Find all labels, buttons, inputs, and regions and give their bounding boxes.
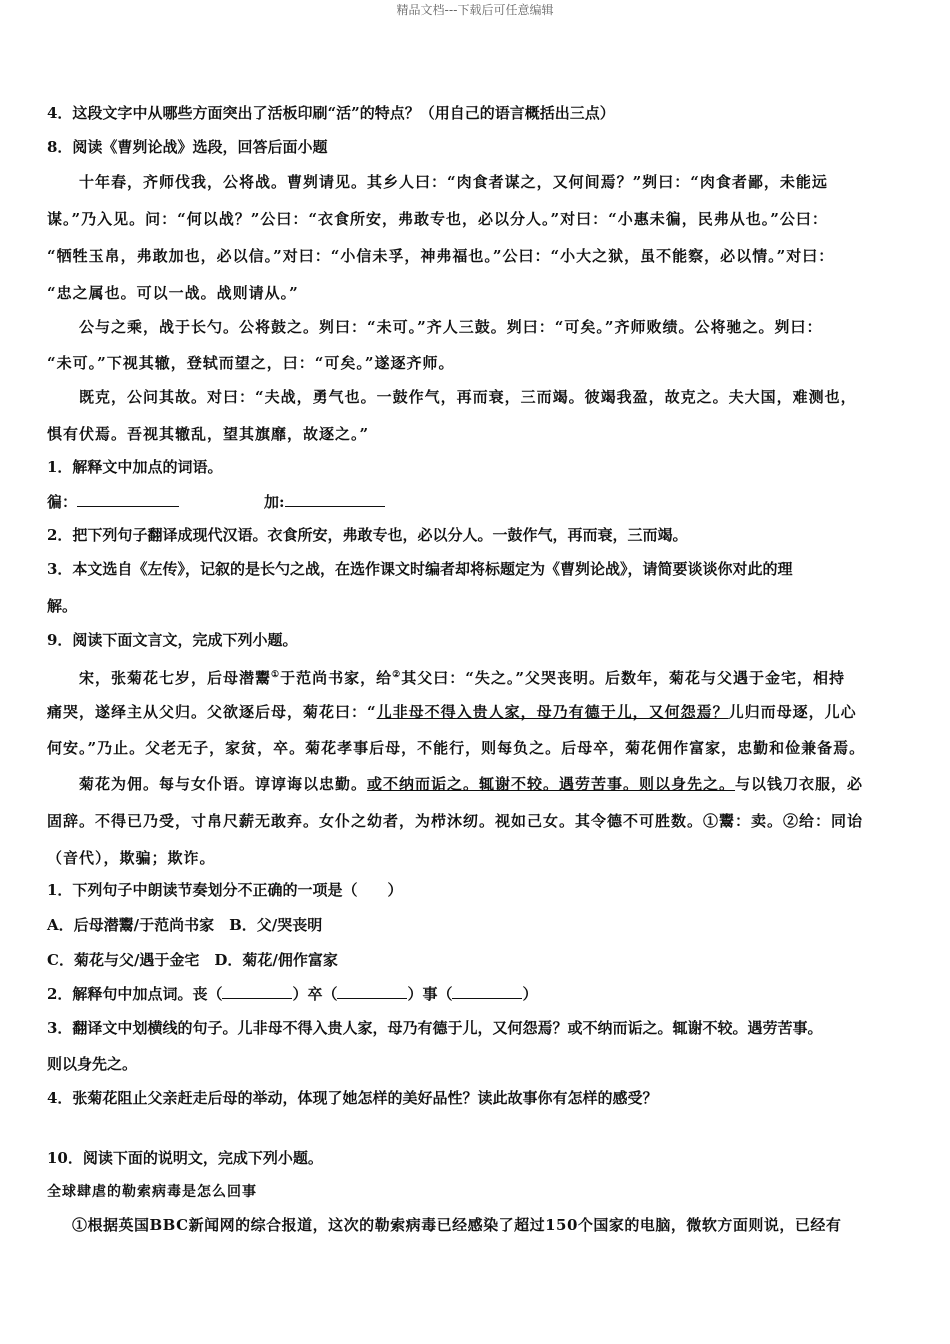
passage-text: 其父曰：“失之。”父哭丧明。后数年，菊花与父遇于金宅，相持 — [401, 669, 845, 687]
passage-line — [79, 774, 863, 794]
passage-line: 谋。”乃入见。问：“何以战？”公曰：“衣食所安，弗敢专也，必以分人。”对曰：“小惠未徧，民弗从也。”公曰： — [47, 210, 828, 228]
passage-line: 何安。”乃止。父老无子，家贫，卒。菊花孝事后母，不能行，则每负之。后母卒，菊花佣作富家，忠勤和俭兼备焉。 — [47, 739, 866, 757]
passage-line: 惧有伏焉。吾视其辙乱，望其旗靡，故逐之。” — [47, 425, 370, 443]
footnote-marker: ② — [392, 670, 402, 680]
passage-text: 宋，张菊花七岁，后母潜鬻 — [79, 669, 272, 687]
subquestion-1: 1．解释文中加点的词语。 — [47, 458, 223, 476]
passage-line: “牺牲玉帛，弗敢加也，必以信。”对曰：“小信未孚，神弗福也。”公曰：“小大之狱，虽不能察，必以情。”对曰： — [47, 247, 835, 265]
passage-text: 儿归而母逐，儿心 — [728, 703, 857, 721]
passage-line: （音代），欺骗；欺诈。 — [47, 849, 216, 867]
subquestion-1: 1．下列句子中朗读节奏划分不正确的一项是（ ） — [47, 881, 403, 899]
option-row: A．后母潜鬻/于范尚书家 B．父/哭丧明 — [47, 916, 323, 934]
passage-line: 既克，公问其故。对曰：“夫战，勇气也。一鼓作气，再而衰，三而竭。彼竭我盈，故克之。夫大国，难测也， — [79, 388, 857, 406]
answer-blank[interactable] — [337, 984, 407, 999]
question-text: ）卒（ — [292, 985, 338, 1003]
question-8-title: 8．阅读《曹刿论战》选段，回答后面小题 — [47, 138, 328, 156]
passage-line — [79, 665, 845, 688]
subquestion-3-cont: 解。 — [47, 597, 78, 615]
underlined-sentence: 儿非母不得入贵人家，母乃有德于儿，又何怨焉？ — [376, 703, 729, 721]
underlined-sentence: 或不纳而诟之。辄谢不较。遇劳苦事。则以身先之。 — [367, 775, 736, 793]
subquestion-2 — [47, 984, 538, 1004]
answer-blank[interactable] — [285, 492, 385, 507]
blank-label: 加: — [264, 493, 285, 511]
question-9-title: 9．阅读下面文言文，完成下列小题。 — [47, 631, 298, 649]
answer-blank[interactable] — [222, 984, 292, 999]
answer-blank[interactable] — [77, 492, 179, 507]
subquestion-2: 2．把下列句子翻译成现代汉语。衣食所安，弗敢专也，必以分人。一鼓作气，再而衰，三而竭。 — [47, 526, 688, 544]
answer-blanks-row — [47, 492, 385, 512]
passage-line — [47, 702, 857, 722]
passage-line: “忠之属也。可以一战。战则请从。” — [47, 284, 299, 302]
passage-line: 固辞。不得已乃受，寸帛尺薪无敢弃。女仆之幼者，为栉沐纫。视如己女。其令德不可胜数。①鬻：卖。②给：同诒 — [47, 812, 864, 830]
answer-blank[interactable] — [452, 984, 522, 999]
blank-label: 徧： — [47, 493, 78, 511]
article-title: 全球肆虐的勒索病毒是怎么回事 — [47, 1184, 257, 1200]
question-10-title: 10．阅读下面的说明文，完成下列小题。 — [47, 1149, 323, 1167]
article-paragraph: ①根据英国BBC新闻网的综合报道，这次的勒索病毒已经感染了超过150个国家的电脑，微软方面则说，已经有 — [72, 1216, 842, 1234]
page-header: 精品文档---下载后可任意编辑 — [396, 3, 554, 17]
passage-line: “未可。”下视其辙，登轼而望之，曰：“可矣。”遂逐齐师。 — [47, 354, 455, 372]
option-row: C．菊花与父/遇于金宅 D．菊花/佣作富家 — [47, 951, 338, 969]
passage-text: 痛哭，遂绎主从父归。父欲逐后母，菊花曰：“ — [47, 703, 377, 721]
passage-line: 公与之乘，战于长勺。公将鼓之。刿曰：“未可。”齐人三鼓。刿曰：“可矣。”齐师败绩。公将驰之。刿曰： — [79, 318, 823, 336]
subquestion-3: 3．翻译文中划横线的句子。儿非母不得入贵人家，母乃有德于儿，又何怨焉？或不纳而诟之。辄谢不较。遇劳苦事。 — [47, 1019, 823, 1037]
passage-text: 于范尚书家，给 — [280, 669, 393, 687]
question-text: ） — [522, 985, 538, 1003]
question-4: 4．这段文字中从哪些方面突出了活板印刷“活”的特点？（用自己的语言概括出三点） — [47, 104, 615, 122]
footnote-marker: ① — [271, 670, 281, 680]
passage-text: 与以钱刀衣服，必 — [735, 775, 864, 793]
subquestion-3-cont: 则以身先之。 — [47, 1055, 138, 1073]
question-text: 2．解释句中加点词。丧（ — [47, 985, 223, 1003]
question-text: ）事（ — [407, 985, 453, 1003]
passage-text: 菊花为佣。每与女仆语。谆谆诲以忠勤。 — [79, 775, 368, 793]
subquestion-4: 4．张菊花阻止父亲赶走后母的举动，体现了她怎样的美好品性？读此故事你有怎样的感受？ — [47, 1089, 658, 1107]
passage-line: 十年春，齐师伐我，公将战。曹刿请见。其乡人曰：“肉食者谋之，又何间焉？”刿曰：“肉食者鄙，未能远 — [79, 173, 828, 191]
subquestion-3: 3．本文选自《左传》，记叙的是长勺之战，在选作课文时编者却将标题定为《曹刿论战》，请简要谈谈你对此的理 — [47, 560, 793, 578]
